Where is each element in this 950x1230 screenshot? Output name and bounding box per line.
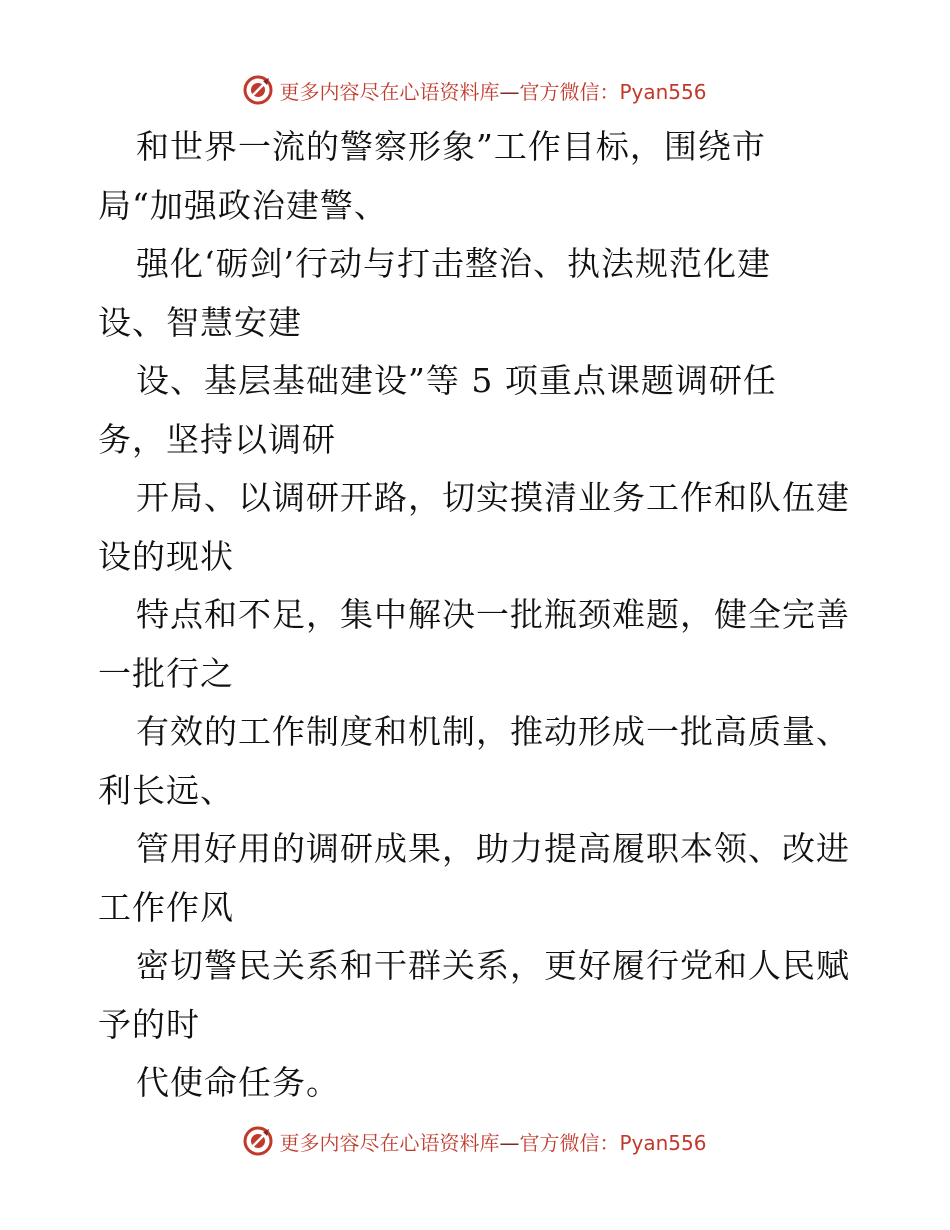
body-line: 有效的工作制度和机制，推动形成一批高质量、 bbox=[136, 712, 850, 751]
body-line: 密切警民关系和干群关系，更好履行党和人民赋 bbox=[136, 946, 850, 985]
footer-watermark bbox=[0, 1124, 950, 1158]
body-line: 开局、以调研开路，切实摸清业务工作和队伍建 bbox=[136, 478, 850, 517]
header-text-sep: — bbox=[499, 79, 520, 104]
header-watermark bbox=[0, 73, 950, 107]
seal-logo-icon bbox=[243, 1126, 273, 1156]
body-line: 利长远、 bbox=[98, 770, 234, 810]
body-line: 务，坚持以调研 bbox=[98, 419, 336, 459]
footer-text-sep: — bbox=[499, 1130, 520, 1155]
footer-text-wechat: 官方微信：Pyan556 bbox=[519, 1130, 707, 1155]
header-text-main: 更多内容尽在心语资料库 bbox=[279, 79, 500, 104]
body-line: 工作作风 bbox=[98, 887, 234, 927]
body-line: 予的时 bbox=[98, 1004, 200, 1044]
body-line: 特点和不足，集中解决一批瓶颈难题，健全完善 bbox=[136, 595, 850, 634]
body-line: 一批行之 bbox=[98, 653, 234, 693]
body-line: 设的现状 bbox=[98, 536, 234, 576]
body-line: 管用好用的调研成果，助力提高履职本领、改进 bbox=[136, 829, 850, 868]
footer-text-main: 更多内容尽在心语资料库 bbox=[279, 1130, 500, 1155]
body-line: 设、智慧安建 bbox=[98, 302, 302, 342]
body-line: 强化‘砺剑’行动与打击整治、执法规范化建 bbox=[136, 244, 771, 283]
footer-text bbox=[279, 1127, 706, 1156]
seal-logo-icon bbox=[243, 75, 273, 105]
header-text-wechat: 官方微信：Pyan556 bbox=[519, 79, 707, 104]
document-body bbox=[98, 118, 858, 1113]
header-text bbox=[279, 76, 706, 105]
body-line: 代使命任务。 bbox=[136, 1063, 340, 1102]
body-line: 设、基层基础建设”等 5 项重点课题调研任 bbox=[136, 361, 777, 400]
body-line: 局“加强政治建警、 bbox=[98, 185, 388, 225]
body-line: 和世界一流的警察形象”工作目标，围绕市 bbox=[136, 127, 766, 166]
